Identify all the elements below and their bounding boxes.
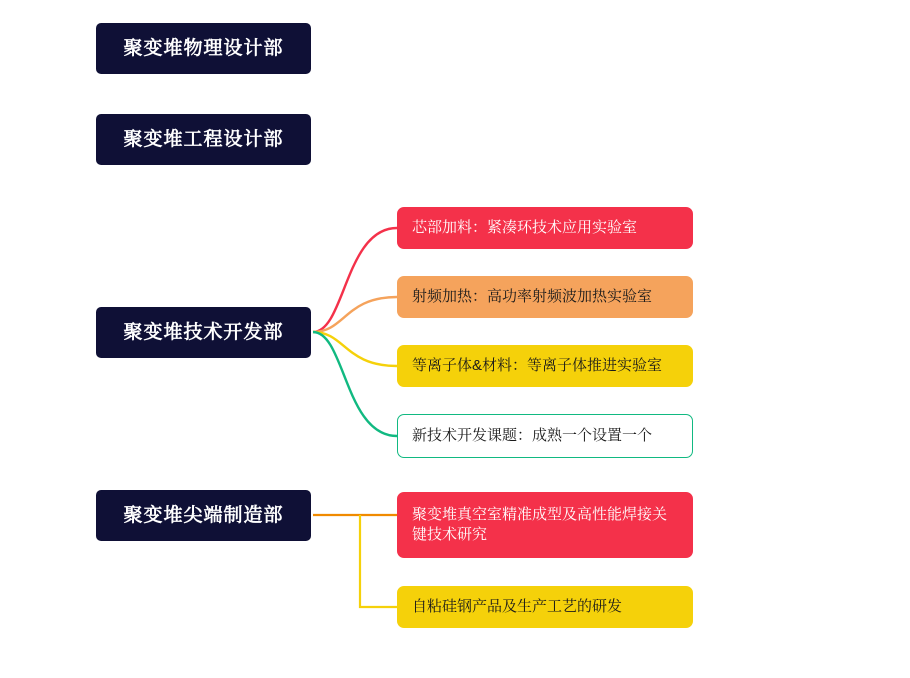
connector-tech-to-rf-heating xyxy=(313,297,397,332)
connector-tech-to-plasma xyxy=(313,332,397,366)
project-self-bonded-silicon-steel-label: 自粘硅钢产品及生产工艺的研发 xyxy=(412,597,623,615)
connector-tech-to-new-task xyxy=(313,332,397,436)
task-new-technology-label: 新技术开发课题：成熟一个设置一个 xyxy=(412,426,653,444)
lab-plasma-propulsion-label: 等离子体&材料：等离子体推进实验室 xyxy=(412,356,663,374)
lab-compact-torus[interactable] xyxy=(397,207,693,249)
lab-rf-heating-label: 射频加热：高功率射频波加热实验室 xyxy=(412,287,653,305)
lab-rf-heating[interactable] xyxy=(397,276,693,318)
project-vacuum-vessel-welding[interactable] xyxy=(397,492,693,558)
lab-compact-torus-label: 芯部加料：紧凑环技术应用实验室 xyxy=(412,218,638,236)
project-self-bonded-silicon-steel[interactable] xyxy=(397,586,693,628)
dept-technology-development-label: 聚变堆技术开发部 xyxy=(123,321,284,343)
dept-physics-design-label: 聚变堆物理设计部 xyxy=(123,37,284,59)
connector-tech-to-compact-torus xyxy=(313,228,397,332)
dept-physics-design[interactable] xyxy=(96,23,311,74)
task-new-technology[interactable] xyxy=(397,414,693,458)
dept-advanced-manufacturing[interactable] xyxy=(96,490,311,541)
connector-manu-to-silicon-steel xyxy=(360,515,397,607)
dept-technology-development[interactable] xyxy=(96,307,311,358)
dept-engineering-design[interactable] xyxy=(96,114,311,165)
project-vacuum-vessel-welding-label: 聚变堆真空室精准成型及高性能焊接关键技术研究 xyxy=(412,505,668,543)
dept-engineering-design-label: 聚变堆工程设计部 xyxy=(123,128,284,150)
lab-plasma-propulsion[interactable] xyxy=(397,345,693,387)
dept-advanced-manufacturing-label: 聚变堆尖端制造部 xyxy=(123,504,284,526)
